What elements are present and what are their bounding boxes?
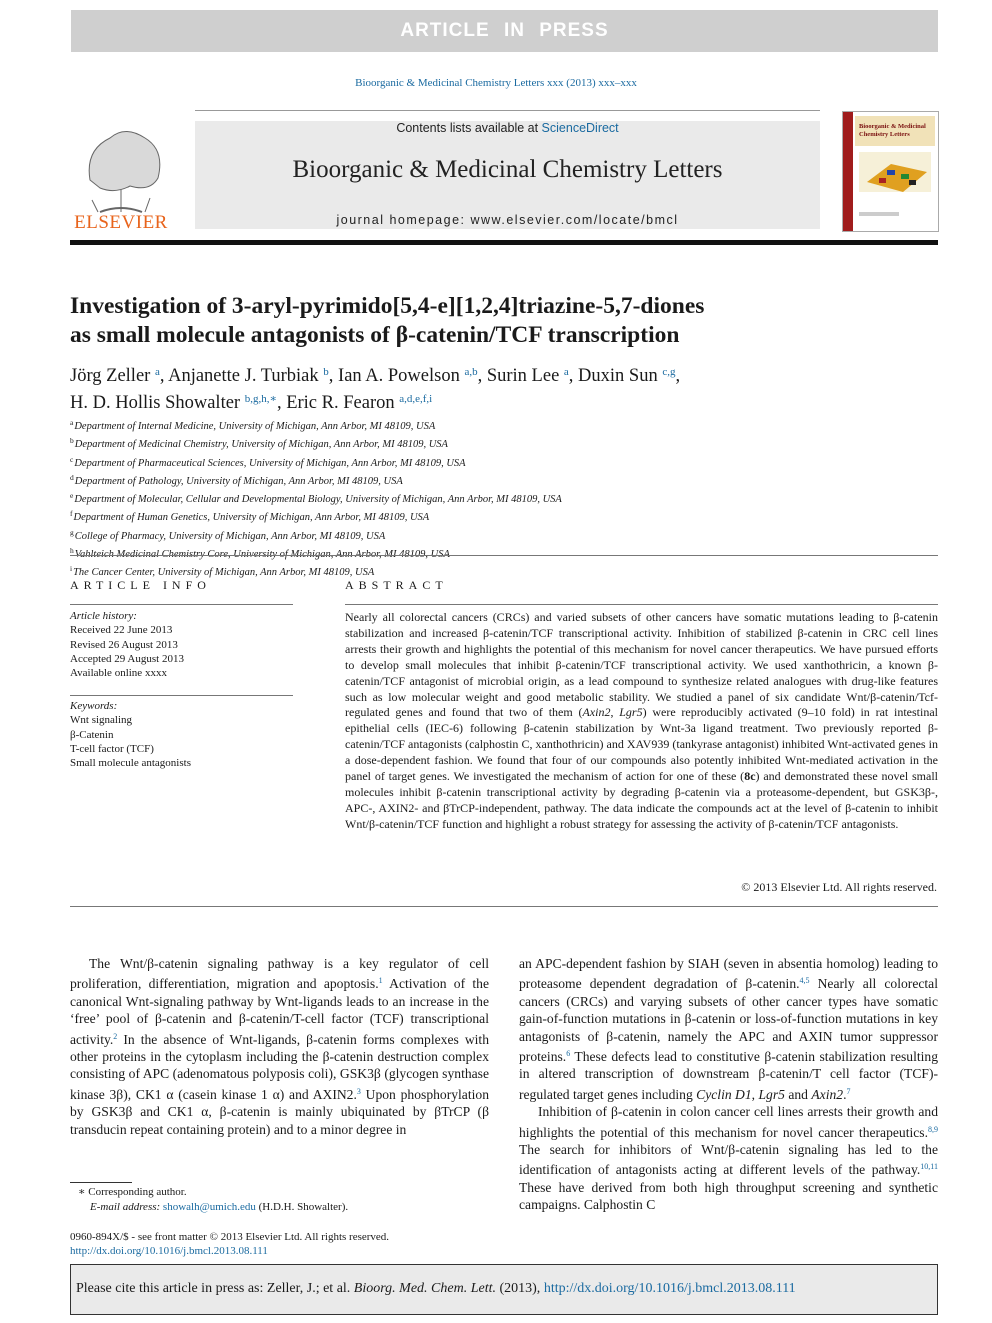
author-affil-sup[interactable]: a: [154, 366, 160, 378]
title-line-1: Investigation of 3-aryl-pyrimido[5,4-e][1,2,4]triazine-5,7-diones: [70, 293, 705, 319]
author-affil-sup[interactable]: a,b: [464, 366, 478, 378]
article-in-press-banner: [71, 10, 938, 52]
affiliation: $^b$Department of Medicinal Chemistry, University of Michigan, Ann Arbor, MI 48109, USA: [70, 436, 448, 451]
reference-link[interactable]: 8,9: [928, 1124, 938, 1134]
banner-label: ARTICLE IN PRESS: [400, 20, 609, 41]
reference-link[interactable]: 1: [378, 976, 383, 986]
section-rule: [70, 906, 938, 907]
issn-line: 0960-894X/$ - see front matter © 2013 Elsevier Ltd. All rights reserved.: [70, 1231, 390, 1243]
cite-box-text: Please cite this article in press as: Zeller, J.; et al. Bioorg. Med. Chem. Lett. (2013), http://dx.doi.org/10.1016/j.bmcl.2013.08.111: [76, 1281, 796, 1296]
sciencedirect-link[interactable]: ScienceDirect: [541, 121, 619, 135]
affiliation: $^i$The Cancer Center, University of Michigan, Ann Arbor, MI 48109, USA: [70, 564, 375, 579]
author-name: H. D. Hollis Showalter: [70, 393, 241, 413]
author-name: Duxin Sun: [578, 366, 658, 386]
affiliation: $^c$Department of Pharmaceutical Sciences, University of Michigan, Ann Arbor, MI 48109, USA: [70, 454, 466, 469]
affiliation: $^d$Department of Pathology, University of Michigan, Ann Arbor, MI 48109, USA: [70, 472, 403, 487]
publisher-wordmark: ELSEVIER: [74, 212, 168, 233]
svg-text:Bioorganic & Medicinal: Bioorganic & Medicinal: [859, 123, 926, 130]
article-info-rule: [70, 604, 293, 605]
section-rule: [70, 555, 938, 556]
body-column-left: The Wnt/β-catenin signaling pathway is a key regulator of cell proliferation, differentiation, migration and apoptosis.$^1$ Activation of the canonical Wnt-signaling pathway by Wnt-ligands leads to an increase in the ‘free’ pool of β-catenin and β-catenin/T-cell factor (TCF) transcriptional activity.$^2$ In the absence of Wnt-ligands, β-catenin forms complexes with other proteins in the cytoplasm including the β-catenin destruction complex consisting of APC (adenomatous polyposis coli), GSK3β (glycogen synthase kinase 3β), CK1 α (casein kinase 1 α) and AXIN2.$^3$ Upon phosphorylation by GSK3β and CK1 α, β-catenin is mainly ubiquinated by βTrCP (β transducin repeat containing protein) and to a minor degree in: [70, 956, 489, 1137]
keyword: Small molecule antagonists: [70, 757, 191, 770]
article-info-heading: ARTICLE INFO: [70, 578, 211, 592]
abstract-heading: ABSTRACT: [345, 578, 448, 592]
author-affil-sup[interactable]: c,g: [662, 366, 676, 378]
journal-cover-image: [843, 112, 938, 231]
author-affil-sup[interactable]: b,g,h,∗: [244, 393, 277, 405]
corresponding-author-footnote: ∗ Corresponding author. E-mail address: showalh@umich.edu (H.D.H. Showalter).: [78, 1186, 349, 1213]
journal-homepage[interactable]: journal homepage: www.elsevier.com/locate/bmcl: [336, 213, 679, 227]
doi-link[interactable]: http://dx.doi.org/10.1016/j.bmcl.2013.08.111: [70, 1245, 268, 1257]
contents-line: [195, 121, 820, 135]
accepted-date: Accepted 29 August 2013: [70, 652, 184, 665]
keyword: Wnt signaling: [70, 714, 133, 727]
online-date: Available online xxxx: [70, 667, 167, 680]
affiliation: $^e$Department of Molecular, Cellular and Developmental Biology, University of Michigan, Ann Arbor, MI 48109, USA: [70, 491, 562, 506]
keywords: [70, 699, 293, 770]
revised-date: Revised 26 August 2013: [70, 638, 178, 651]
svg-text:Chemistry Letters: Chemistry Letters: [859, 131, 910, 138]
article-title: [70, 292, 930, 350]
contents-prefix: Contents lists available at: [396, 121, 542, 135]
article-history: [70, 609, 293, 680]
footnote-rule: [70, 1182, 132, 1183]
header-rule: [195, 110, 820, 111]
author-name: Jörg Zeller: [70, 366, 151, 386]
affiliation: $^a$Department of Internal Medicine, University of Michigan, Ann Arbor, MI 48109, USA: [70, 418, 436, 432]
journal-cite-line[interactable]: Bioorganic & Medicinal Chemistry Letters xxx (2013) xxx–xxx: [355, 77, 637, 89]
keyword: β-Catenin: [70, 728, 114, 741]
header-thick-rule: [70, 240, 938, 245]
journal-cover-thumbnail[interactable]: [842, 111, 939, 232]
issn-block: [70, 1230, 500, 1258]
author-list: Jörg Zeller $^a$, Anjanette J. Turbiak $^b$, Ian A. Powelson $^{a,b}$, Surin Lee $^a$, Duxin Sun $^{c,g}$, H. D. Hollis Showalter $^{b,g,h,∗}$, Eric R. Fearon $^{a,d,e,f,i}$: [70, 366, 681, 413]
keywords-rule: [70, 695, 293, 696]
history-label: Article history:: [70, 610, 137, 622]
abstract-text: Nearly all colorectal cancers (CRCs) and varied subsets of other cancers have somatic mutations leading to β-catenin stabilization and increased β-catenin/TCF transcriptional activity. Inhibition of stabilized β-catenin in CRC cell lines arrests their growth and highlights the potential of this mechanism for novel cancer therapeutics. We have pursued efforts to develop small molecules that inhibit β-catenin/TCF transcriptional activity. We used xanthothricin, a known β-catenin/TCF antagonist of microbial origin, as a lead compound to synthesize related analogues with drug-like features such as low molecular weight and good metabolic stability. We studied a panel of six candidate Wnt/β-catenin/Tcf-regulated genes and found that two of them (Axin2, Lgr5) were reproducibly activated (9–10 fold) in rat intestinal epithelial cells (IEC-6) following β-catenin stabilization by Wnt-3a ligand treatment. Two previously reported β-catenin/TCF antagonists (calphostin C, xanthothricin) and XAV939 (tankyrase antagonist) inhibited Wnt-activated genes in a dose-dependent fashion. We found that four of our compounds also potently inhibited Wnt-mediated activation in the panel of target genes. We investigated the mechanism of action for one of these (8c) and demonstrated these novel small molecules inhibit β-catenin transcriptional activity by degrading β-catenin via a proteasome-dependent, but GSK3β-, APC-, AXIN2- and βTrCP-independent, pathway. The data indicate the compounds act at the level of β-catenin to inhibit Wnt/β-catenin/TCF function and highlight a robust strategy for assessing the activity of β-catenin/TCF antagonists.: [345, 610, 938, 831]
footnote-star: ∗: [78, 1186, 86, 1198]
title-line-2: as small molecule antagonists of β-catenin/TCF transcription: [70, 322, 680, 348]
reference-link[interactable]: 10,11: [920, 1162, 938, 1172]
received-date: Received 22 June 2013: [70, 624, 173, 637]
affiliation: h: [70, 546, 74, 556]
gene-name: Lgr5: [619, 705, 643, 720]
compound-label: 8c: [744, 769, 756, 784]
reference-link[interactable]: 7: [846, 1086, 851, 1096]
author-affil-sup[interactable]: a: [563, 366, 569, 378]
keyword: T-cell factor (TCF): [70, 742, 154, 755]
gene-name: Axin2: [582, 705, 611, 720]
keywords-label: Keywords:: [70, 700, 118, 712]
cite-doi-link[interactable]: http://dx.doi.org/10.1016/j.bmcl.2013.08.111: [543, 1281, 796, 1296]
author-name: Ian A. Powelson: [338, 366, 460, 386]
affiliation: $^f$Department of Human Genetics, University of Michigan, Ann Arbor, MI 48109, USA: [70, 509, 430, 524]
affiliation: $^g$College of Pharmacy, University of Michigan, Ann Arbor, MI 48109, USA: [70, 527, 386, 542]
journal-name: Bioorganic & Medicinal Chemistry Letters: [292, 156, 723, 183]
reference-link[interactable]: 3: [356, 1086, 361, 1096]
author-email-link[interactable]: showalh@umich.edu: [162, 1201, 256, 1213]
abstract-copyright: © 2013 Elsevier Ltd. All rights reserved.: [741, 880, 937, 894]
author-name: Eric R. Fearon: [286, 393, 395, 413]
author-affil-sup[interactable]: a,d,e,f,i: [399, 393, 433, 405]
reference-link[interactable]: 2: [113, 1031, 118, 1041]
reference-link[interactable]: 6: [566, 1049, 571, 1059]
reference-link[interactable]: 4,5: [799, 976, 810, 986]
author-affil-sup[interactable]: b: [323, 366, 329, 378]
body-column-right: an APC-dependent fashion by SIAH (seven in absentia homolog) leading to proteasome dependent degradation of β-catenin.$^{4,5}$ Nearly all colorectal cancers (CRCs) and varying subsets of other cancer types have somatic gain-of-function mutations in β-catenin or loss-of-function mutations in key antagonists of β-catenin, namely the APC and AXIN tumor suppressor proteins.$^6$ These defects lead to constitutive β-catenin stabilization resulting in altered transcription of downstream β-catenin/T cell factor (TCF)-regulated target genes including Cyclin D1, Lgr5 and Axin2.$^7$ Inhibition of β-catenin in colon cancer cell lines arrests their growth and highlights the potential of this mechanism for novel cancer therapeutics.$^{8,9}$ The search for inhibitors of Wnt/β-catenin signaling has led to the identification of antagonists acting at different levels of the pathway.$^{10,11}$ These have derived from both high throughput screening and synthetic campaigns. Calphostin C: [519, 956, 938, 1213]
author-name: Surin Lee: [486, 366, 560, 386]
abstract-rule: [345, 604, 938, 605]
author-name: Anjanette J. Turbiak: [168, 366, 319, 386]
